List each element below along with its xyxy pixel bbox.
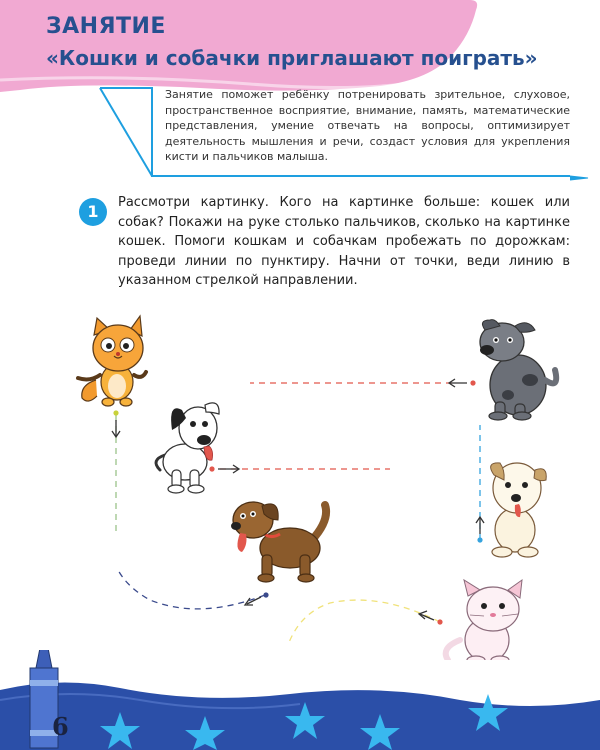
tracing-scene <box>0 300 600 660</box>
dotted-paths <box>116 383 480 645</box>
trace-path-brown-dog <box>118 570 265 609</box>
orange-kitten-icon <box>78 316 146 406</box>
lesson-intro: Занятие поможет ребёнку потренировать зрительное, слуховое, пространственное восприятие, внимание, память, математические представления, умение отвечать на вопросы, оптимизирует деятельность мышления и речи, создаст условия для укрепления кисти и пальчиков малыша. <box>165 88 570 163</box>
gray-dog-icon <box>480 320 556 420</box>
task-text: Рассмотри картинку. Кого на картинке больше: кошек или собак? Покажи на руке столько пальчиков, сколько на картинке кошек. Помоги кошкам и собачкам пробежать по дорожкам: проведи линии по пунктиру. Начни от точки, веди линию в указанном стрелкой направлении. <box>118 195 570 288</box>
trace-path-white-cat <box>288 600 440 645</box>
start-points <box>112 379 484 625</box>
lesson-subtitle: «Кошки и собачки приглашают поиграть» <box>46 46 538 70</box>
cream-puppy-icon <box>491 463 547 557</box>
lesson-title: ЗАНЯТИЕ <box>46 14 166 39</box>
page-number: 6 <box>52 712 69 741</box>
brown-dog-icon <box>231 502 326 582</box>
footer-wave <box>0 650 600 750</box>
spotted-dog-icon <box>156 403 219 493</box>
white-cat-icon <box>446 580 522 660</box>
task-number-badge: 1 <box>79 198 107 226</box>
